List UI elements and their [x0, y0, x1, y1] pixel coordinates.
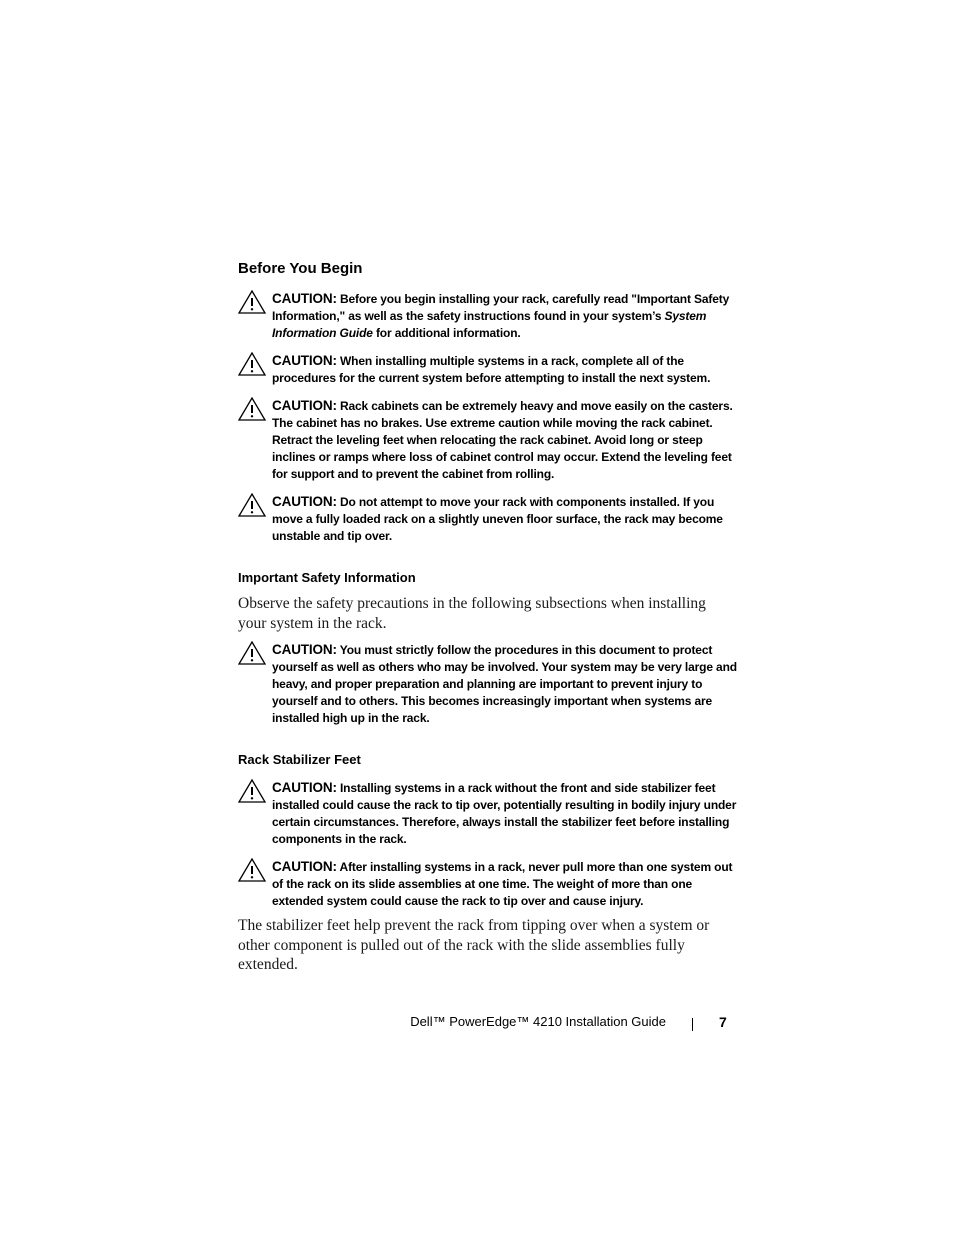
caution-label: CAUTION: [272, 780, 337, 795]
caution-label: CAUTION: [272, 494, 337, 509]
caution-stabilizer-1 [238, 779, 738, 848]
caution-label: CAUTION: [272, 291, 337, 306]
footer-separator [692, 1018, 693, 1031]
caution-text: After installing systems in a rack, never pull more than one system out of the rack on its slide assemblies at one time. The weight of more than one extended system could cause the rack to tip over and cause injury. [272, 860, 733, 908]
caution-label: CAUTION: [272, 859, 337, 874]
warning-triangle-icon [238, 352, 266, 376]
caution-text: Installing systems in a rack without the front and side stabilizer feet installed could cause the rack to tip over, potentially resulting in bodily injury under certain circumstances. Therefore, always install the stabilizer feet before installing components in the rack. [272, 781, 737, 846]
caution-text-end: for additional information. [372, 326, 521, 340]
stabilizer-body-text: The stabilizer feet help prevent the rack from tipping over when a system or other component is pulled out of the rack with the slide assemblies fully extended. [238, 917, 710, 973]
subsection-heading-safety: Important Safety Information [238, 570, 416, 585]
caution-text: When installing multiple systems in a rack, complete all of the procedures for the current system before attempting to install the next system. [272, 354, 711, 385]
caution-text: Do not attempt to move your rack with components installed. If you move a fully loaded rack on a slightly uneven floor surface, the rack may become unstable and tip over. [272, 495, 723, 543]
caution-text: Before you begin installing your rack, carefully read "Important Safety Information," as well as the safety instructions found in your system’s [272, 292, 730, 323]
footer-title: Dell™ PowerEdge™ 4210 Installation Guide [410, 1014, 666, 1029]
warning-triangle-icon [238, 858, 266, 882]
page-content [238, 258, 738, 975]
caution-text: Rack cabinets can be extremely heavy and move easily on the casters. The cabinet has no brakes. Use extreme caution while moving the rack cabinet. Retract the leveling feet when relocating the rack cabinet. Avoid long or steep inclines or ramps where loss of cabinet control may occur. Extend the leveling feet for support and to prevent the cabinet from rolling. [272, 399, 733, 481]
caution-2 [238, 352, 738, 387]
caution-emphasis: System Information Guide [272, 309, 707, 340]
caution-label: CAUTION: [272, 642, 337, 657]
caution-3 [238, 397, 738, 483]
caution-4 [238, 493, 738, 545]
caution-safety [238, 641, 738, 727]
safety-body-text: Observe the safety precautions in the following subsections when installing your system in the rack. [238, 595, 706, 632]
caution-1 [238, 290, 738, 342]
caution-label: CAUTION: [272, 353, 337, 368]
caution-label: CAUTION: [272, 398, 337, 413]
warning-triangle-icon [238, 290, 266, 314]
page-number: 7 [719, 1014, 727, 1030]
caution-stabilizer-2 [238, 858, 738, 910]
warning-triangle-icon [238, 397, 266, 421]
warning-triangle-icon [238, 641, 266, 665]
section-heading-before-you-begin: Before You Begin [238, 260, 363, 277]
caution-text: You must strictly follow the procedures in this document to protect yourself as well as others who may be involved. Your system may be very large and heavy, and proper preparation and planning are important to prevent injury to yourself and to others. This becomes increasingly important when systems are installed high up in the rack. [272, 643, 737, 725]
warning-triangle-icon [238, 493, 266, 517]
warning-triangle-icon [238, 779, 266, 803]
subsection-heading-stabilizer: Rack Stabilizer Feet [238, 752, 361, 767]
